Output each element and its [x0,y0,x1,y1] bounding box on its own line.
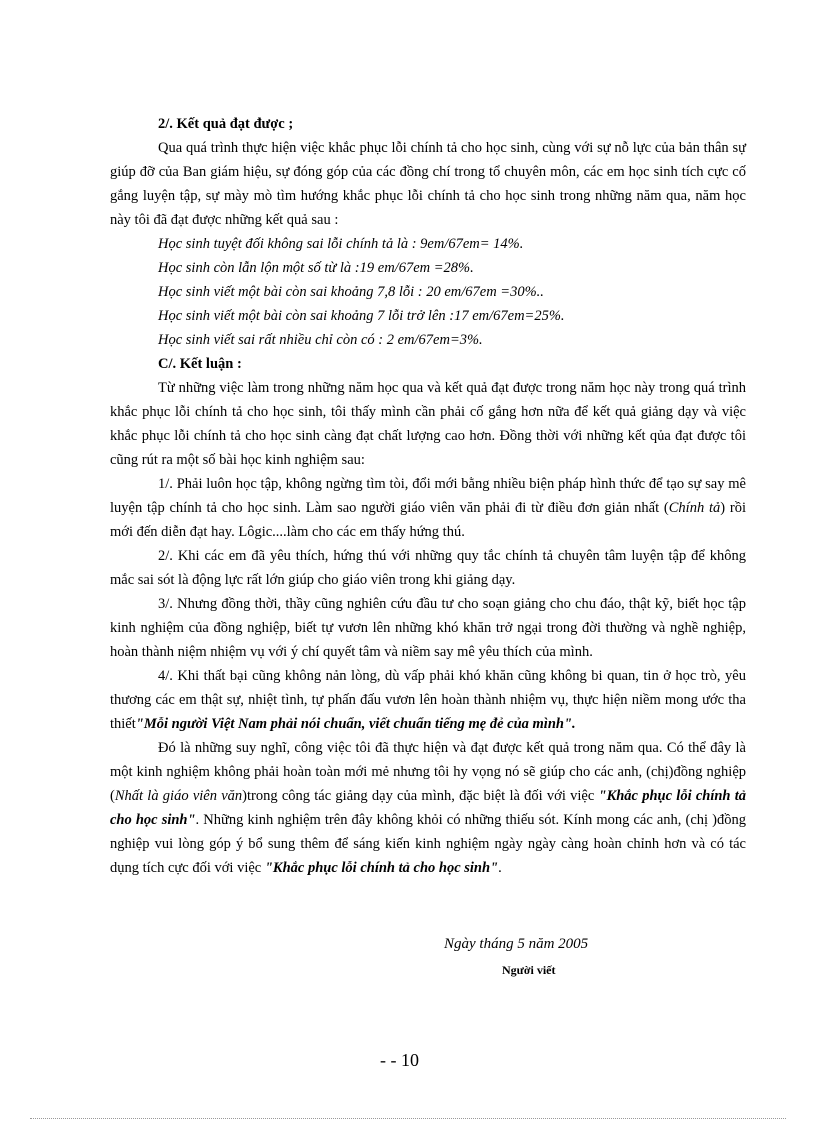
conclusion-heading: C/. Kết luận : [158,356,242,372]
results-heading: 2/. Kết quả đạt được ; [158,116,294,132]
result-item: Học sinh viết sai rất nhiều chỉ còn có : 2 em/67em=3%. [158,332,483,348]
result-item: Học sinh viết một bài còn sai khoảng 7 lỗi trở lên :17 em/67em=25%. [158,308,565,324]
signature-block [444,932,588,982]
result-item: Học sinh tuyệt đối không sai lỗi chính tả là : 9em/67em= 14%. [158,236,524,252]
lesson-2: 2/. Khi các em đã yêu thích, hứng thú với những quy tắc chính tả chuyên tâm luyện tập để không mắc sai sót là động lực rất lớn giúp cho giáo viên trong khi giảng dạy. [110,548,746,588]
results-intro: Qua quá trình thực hiện việc khắc phục lỗi chính tả cho học sinh, cùng với sự nỗ lực của bản thân sự giúp đỡ của Ban giám hiệu, sự đóng góp của các đồng chí trong tổ chuyên môn, các em học sinh tích cực cố gắng luyện tập, sự mày mò tìm hướng khắc phục lỗi chính tả cho học sinh trong những năm qua, năm học này tôi đã đạt được những kết quả sau : [110,140,746,228]
page-bottom-divider [30,1118,786,1119]
document-body [110,112,746,880]
page-number: - - 10 [380,1050,419,1070]
closing-paragraph: Đó là những suy nghĩ, công việc tôi đã thực hiện và đạt được kết quả trong năm qua. Có thể đây là một kinh nghiệm không phải hoàn toàn mới mẻ nhưng tôi hy vọng nó sẽ giúp cho các anh, (chị)đồng nghiệp (Nhất là giáo viên văn)trong công tác giảng dạy của mình, đặc biệt là đối với việc "Khắc phục lỗi chính tả cho học sinh". Những kinh nghiệm trên đây không khỏi có những thiếu sót. Kính mong các anh, (chị )đồng nghiệp vui lòng góp ý bổ sung thêm để sáng kiến kinh nghiệm ngày ngày càng hoàn chỉnh hơn và có tác dụng tích cực đối với việc "Khắc phục lỗi chính tả cho học sinh". [110,740,747,876]
lesson-1: 1/. Phải luôn học tập, không ngừng tìm tòi, đổi mới bằng nhiều biện pháp hình thức để tạo sự say mê luyện tập chính tả cho học sinh. Làm sao người giáo viên văn phải đi từ điều đơn giản nhất (Chính tả) rồi mới đến diễn đạt hay. Lôgic....làm cho các em thấy hứng thú. [110,476,746,540]
lesson-4: 4/. Khi thất bại cũng không nản lòng, dù vấp phải khó khăn cũng không bi quan, tin ở học trò, yêu thương các em thật sự, nhiệt tình, tự phấn đấu vươn lên hoàn thành nhiệm vụ, thực hiện niềm mong ước tha thiết"Mỗi người Việt Nam phải nói chuẩn, viết chuẩn tiếng mẹ đẻ của mình". [110,668,746,732]
conclusion-intro: Từ những việc làm trong những năm học qua và kết quả đạt được trong năm học này trong quá trình khắc phục lỗi chính tả cho học sinh, tôi thấy mình cần phải cố gắng hơn nữa để kết quả giảng dạy và việc khắc phục lỗi chính tả cho học sinh càng đạt chất lượng cao hơn. Đồng thời với những kết qủa đạt được tôi cũng rút ra một số bài học kinh nghiệm sau: [110,380,746,468]
result-item: Học sinh còn lẫn lộn một số từ là :19 em/67em =28%. [158,260,474,276]
signature-author: Người viết [502,963,556,977]
lesson-3: 3/. Nhưng đồng thời, thầy cũng nghiên cứu đầu tư cho soạn giảng cho chu đáo, thật kỹ, biết học tập kinh nghiệm của đồng nghiệp, biết tự vươn lên những khó khăn trở ngại trong đời thường và nghề nghiệp, hoàn thành niệm nhiệm vụ với ý chí quyết tâm và niềm say mê yêu thích của mình. [110,596,746,660]
result-item: Học sinh viết một bài còn sai khoảng 7,8 lỗi : 20 em/67em =30%.. [158,284,544,300]
signature-date: Ngày tháng 5 năm 2005 [444,936,589,952]
